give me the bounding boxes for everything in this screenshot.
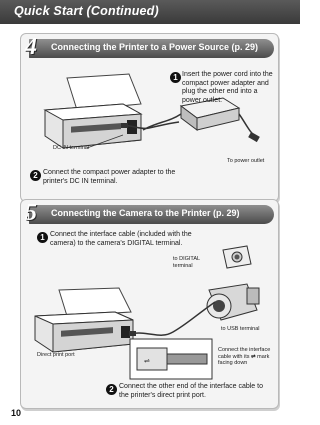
dc-in-leader-line	[87, 134, 127, 150]
mark-facing-down-text: mark facing down	[218, 353, 270, 366]
step-5-number: 5	[25, 200, 37, 226]
connect-cable-text: Connect the interface cable with its	[218, 347, 271, 360]
svg-text:⇌: ⇌	[144, 358, 150, 365]
step-5-title: Connecting the Camera to the Printer (p. 29)	[51, 208, 240, 218]
header-band	[0, 0, 300, 24]
step-5-instruction-2: Connect the other end of the interface cable to the printer's direct print port.	[119, 383, 263, 399]
step-4-bullet-1: 1	[170, 72, 181, 83]
page-number: 10	[11, 408, 22, 418]
usb-icon: ⇌	[251, 353, 256, 360]
step-4-instruction-1: Insert the power cord into the compact power adapter and plug the other end into a power outlet.	[182, 71, 273, 104]
step-4-bullet-2: 2	[30, 170, 41, 181]
step-4-instruction-2: Connect the compact power adapter to the printer's DC IN terminal.	[43, 169, 176, 185]
compact-camera-illustration	[219, 244, 253, 272]
step-5-instruction-1: Connect the interface cable (included with the camera) to the camera's DIGITAL terminal.	[50, 231, 192, 247]
step-5-panel	[20, 199, 279, 409]
step-4-title: Connecting the Printer to a Power Source (p. 29)	[51, 42, 259, 52]
step-5-bullet-1: 1	[37, 232, 48, 243]
step-4-number: 4	[25, 34, 37, 60]
step-5-header	[25, 200, 274, 226]
step-4-header	[25, 34, 274, 60]
usb-connector-inset	[129, 338, 213, 380]
step-4-panel	[20, 33, 279, 202]
direct-print-port-label: Direct print port	[37, 352, 75, 358]
to-usb-terminal-label: to USB terminal	[221, 326, 260, 332]
connect-cable-label	[218, 347, 274, 367]
dc-cable	[121, 120, 181, 140]
step-5-bullet-2: 2	[106, 384, 117, 395]
dc-in-terminal-label: DC IN terminal	[53, 145, 90, 151]
to-digital-terminal-label: to DIGITAL terminal	[173, 256, 200, 269]
page-title: Quick Start (Continued)	[14, 4, 159, 18]
power-outlet-label: To power outlet	[227, 158, 265, 164]
